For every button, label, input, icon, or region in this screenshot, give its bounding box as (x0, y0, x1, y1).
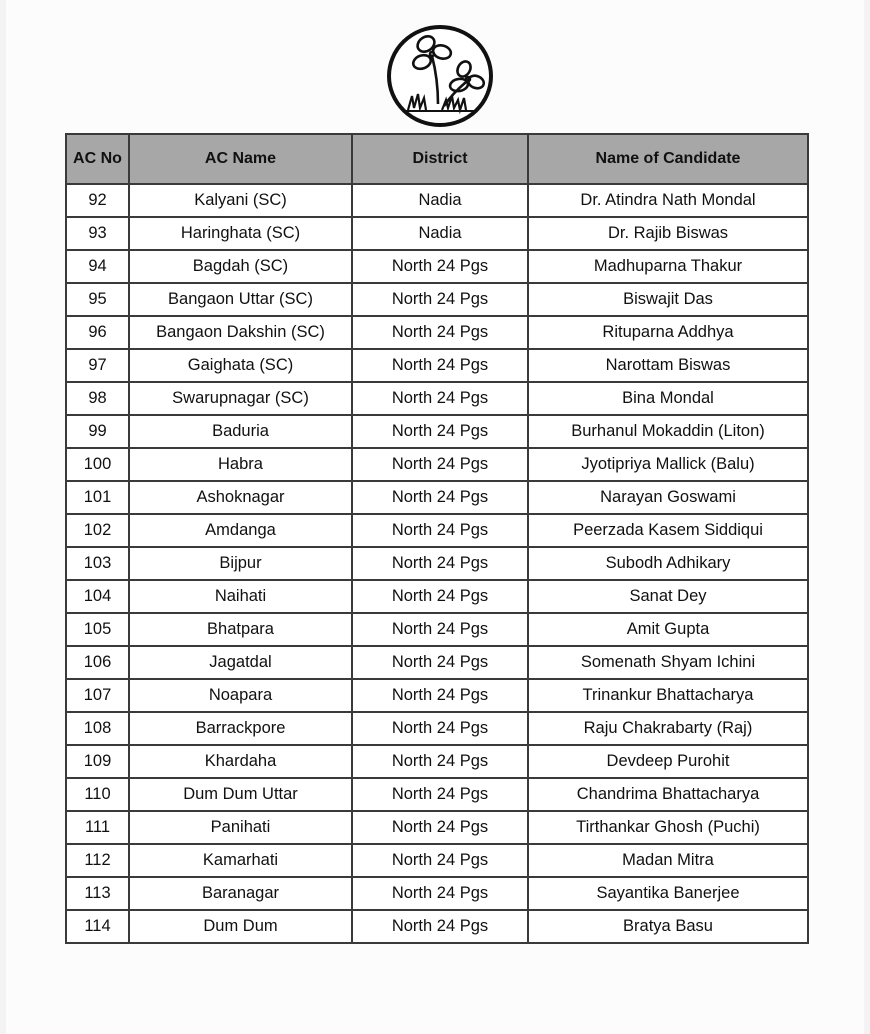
ac-no-cell: 99 (66, 415, 129, 448)
column-header-district: District (352, 134, 528, 184)
district-cell: North 24 Pgs (352, 646, 528, 679)
candidate-cell: Jyotipriya Mallick (Balu) (528, 448, 808, 481)
table-row (66, 910, 808, 943)
district-cell: North 24 Pgs (352, 580, 528, 613)
district-cell: North 24 Pgs (352, 316, 528, 349)
table-row (66, 448, 808, 481)
ac-no-cell: 110 (66, 778, 129, 811)
candidate-table (65, 133, 809, 944)
candidate-cell: Bina Mondal (528, 382, 808, 415)
ac-name-cell: Baranagar (129, 877, 352, 910)
district-cell: Nadia (352, 184, 528, 217)
ac-no-cell: 103 (66, 547, 129, 580)
ac-name-cell: Dum Dum Uttar (129, 778, 352, 811)
candidate-cell: Amit Gupta (528, 613, 808, 646)
document-page (6, 0, 864, 1034)
district-cell: Nadia (352, 217, 528, 250)
ac-no-cell: 95 (66, 283, 129, 316)
ac-no-cell: 112 (66, 844, 129, 877)
ac-no-cell: 101 (66, 481, 129, 514)
ac-name-cell: Naihati (129, 580, 352, 613)
ac-name-cell: Habra (129, 448, 352, 481)
table-row (66, 514, 808, 547)
candidate-cell: Sayantika Banerjee (528, 877, 808, 910)
table-row (66, 382, 808, 415)
table-row (66, 745, 808, 778)
ac-no-cell: 105 (66, 613, 129, 646)
district-cell: North 24 Pgs (352, 745, 528, 778)
candidate-cell: Peerzada Kasem Siddiqui (528, 514, 808, 547)
ac-name-cell: Bijpur (129, 547, 352, 580)
table-row (66, 646, 808, 679)
ac-no-cell: 114 (66, 910, 129, 943)
ac-no-cell: 109 (66, 745, 129, 778)
candidate-cell: Madan Mitra (528, 844, 808, 877)
candidate-cell: Subodh Adhikary (528, 547, 808, 580)
district-cell: North 24 Pgs (352, 250, 528, 283)
district-cell: North 24 Pgs (352, 712, 528, 745)
ac-name-cell: Panihati (129, 811, 352, 844)
district-cell: North 24 Pgs (352, 448, 528, 481)
district-cell: North 24 Pgs (352, 910, 528, 943)
district-cell: North 24 Pgs (352, 283, 528, 316)
table-row (66, 316, 808, 349)
district-cell: North 24 Pgs (352, 514, 528, 547)
candidate-cell: Burhanul Mokaddin (Liton) (528, 415, 808, 448)
ac-no-cell: 93 (66, 217, 129, 250)
ac-no-cell: 106 (66, 646, 129, 679)
candidate-cell: Biswajit Das (528, 283, 808, 316)
ac-name-cell: Kamarhati (129, 844, 352, 877)
ac-name-cell: Amdanga (129, 514, 352, 547)
ac-name-cell: Gaighata (SC) (129, 349, 352, 382)
column-header-ac-no: AC No (66, 134, 129, 184)
candidate-cell: Tirthankar Ghosh (Puchi) (528, 811, 808, 844)
ac-name-cell: Khardaha (129, 745, 352, 778)
table-row (66, 547, 808, 580)
ac-name-cell: Dum Dum (129, 910, 352, 943)
table-row (66, 250, 808, 283)
table-row (66, 481, 808, 514)
ac-name-cell: Haringhata (SC) (129, 217, 352, 250)
table-row (66, 613, 808, 646)
district-cell: North 24 Pgs (352, 481, 528, 514)
ac-name-cell: Noapara (129, 679, 352, 712)
ac-name-cell: Bhatpara (129, 613, 352, 646)
party-emblem-icon (386, 24, 494, 128)
candidate-cell: Dr. Atindra Nath Mondal (528, 184, 808, 217)
table-row (66, 580, 808, 613)
ac-no-cell: 97 (66, 349, 129, 382)
candidate-cell: Narottam Biswas (528, 349, 808, 382)
table-row (66, 712, 808, 745)
table-row (66, 844, 808, 877)
candidate-cell: Chandrima Bhattacharya (528, 778, 808, 811)
table-row (66, 778, 808, 811)
ac-name-cell: Ashoknagar (129, 481, 352, 514)
candidate-cell: Rituparna Addhya (528, 316, 808, 349)
ac-name-cell: Swarupnagar (SC) (129, 382, 352, 415)
district-cell: North 24 Pgs (352, 844, 528, 877)
candidate-cell: Madhuparna Thakur (528, 250, 808, 283)
table-row (66, 283, 808, 316)
table-row (66, 415, 808, 448)
table-row (66, 679, 808, 712)
table-row (66, 811, 808, 844)
ac-no-cell: 107 (66, 679, 129, 712)
candidate-cell: Raju Chakrabarty (Raj) (528, 712, 808, 745)
district-cell: North 24 Pgs (352, 877, 528, 910)
table-header-row (66, 134, 808, 184)
district-cell: North 24 Pgs (352, 679, 528, 712)
candidate-cell: Bratya Basu (528, 910, 808, 943)
candidate-cell: Dr. Rajib Biswas (528, 217, 808, 250)
ac-no-cell: 100 (66, 448, 129, 481)
ac-name-cell: Bangaon Dakshin (SC) (129, 316, 352, 349)
candidate-cell: Sanat Dey (528, 580, 808, 613)
candidate-cell: Somenath Shyam Ichini (528, 646, 808, 679)
table-row (66, 184, 808, 217)
ac-name-cell: Baduria (129, 415, 352, 448)
candidate-cell: Devdeep Purohit (528, 745, 808, 778)
ac-name-cell: Bangaon Uttar (SC) (129, 283, 352, 316)
candidate-cell: Narayan Goswami (528, 481, 808, 514)
table-row (66, 349, 808, 382)
ac-no-cell: 102 (66, 514, 129, 547)
column-header-ac-name: AC Name (129, 134, 352, 184)
ac-no-cell: 111 (66, 811, 129, 844)
column-header-candidate: Name of Candidate (528, 134, 808, 184)
district-cell: North 24 Pgs (352, 382, 528, 415)
ac-name-cell: Kalyani (SC) (129, 184, 352, 217)
ac-no-cell: 113 (66, 877, 129, 910)
district-cell: North 24 Pgs (352, 349, 528, 382)
ac-no-cell: 98 (66, 382, 129, 415)
district-cell: North 24 Pgs (352, 613, 528, 646)
ac-name-cell: Barrackpore (129, 712, 352, 745)
ac-name-cell: Bagdah (SC) (129, 250, 352, 283)
ac-no-cell: 104 (66, 580, 129, 613)
table-row (66, 877, 808, 910)
ac-no-cell: 94 (66, 250, 129, 283)
district-cell: North 24 Pgs (352, 547, 528, 580)
ac-no-cell: 96 (66, 316, 129, 349)
candidate-cell: Trinankur Bhattacharya (528, 679, 808, 712)
table-row (66, 217, 808, 250)
ac-no-cell: 92 (66, 184, 129, 217)
district-cell: North 24 Pgs (352, 811, 528, 844)
ac-name-cell: Jagatdal (129, 646, 352, 679)
ac-no-cell: 108 (66, 712, 129, 745)
district-cell: North 24 Pgs (352, 415, 528, 448)
district-cell: North 24 Pgs (352, 778, 528, 811)
